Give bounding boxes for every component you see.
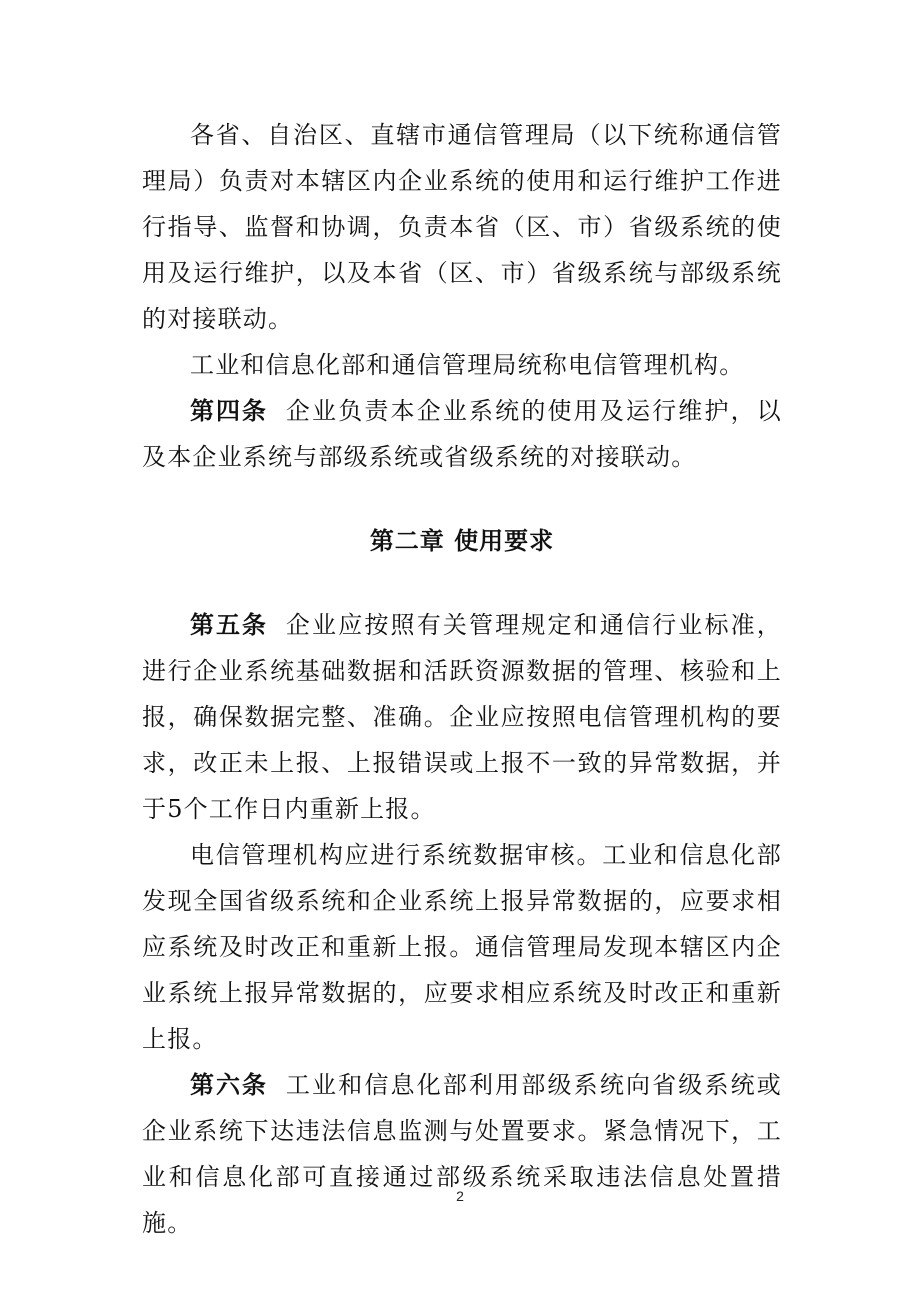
document-body	[142, 112, 782, 1246]
paragraph-review	[142, 832, 782, 1062]
paragraph-text: 工业和信息化部和通信管理局统称电信管理机构。	[190, 351, 745, 379]
article-5-text: 企业应按照有关管理规定和通信行业标准，进行企业系统基础数据和活跃资源数据的管理、核验和上报，确保数据完整、准确。企业应按照电信管理机构的要求，改正未上报、上报错误或上报不一致的异常数据，并于5个工作日内重新上报。	[142, 611, 782, 823]
article-6-paragraph	[142, 1062, 782, 1246]
article-5-label: 第五条	[190, 611, 268, 639]
article-4-label: 第四条	[190, 397, 268, 425]
chapter-title: 第二章 使用要求	[369, 527, 555, 555]
article-4-text: 企业负责本企业系统的使用及运行维护，以及本企业系统与部级系统或省级系统的对接联动。	[142, 397, 782, 471]
page-number: 2	[456, 1188, 464, 1204]
paragraph-text: 各省、自治区、直辖市通信管理局（以下统称通信管理局）负责对本辖区内企业系统的使用和运行维护工作进行指导、监督和协调，负责本省（区、市）省级系统的使用及运行维护，以及本省（区、市）省级系统与部级系统的对接联动。	[142, 121, 782, 333]
paragraph-definition	[142, 342, 782, 388]
article-5-paragraph	[142, 602, 782, 832]
paragraph-jurisdiction	[142, 112, 782, 342]
article-4-paragraph	[142, 388, 782, 480]
paragraph-text: 电信管理机构应进行系统数据审核。工业和信息化部发现全国省级系统和企业系统上报异常数据的，应要求相应系统及时改正和重新上报。通信管理局发现本辖区内企业系统上报异常数据的，应要求相应系统及时改正和重新上报。	[142, 841, 782, 1053]
article-6-label: 第六条	[190, 1071, 268, 1099]
article-6-text: 工业和信息化部利用部级系统向省级系统或企业系统下达违法信息监测与处置要求。紧急情况下，工业和信息化部可直接通过部级系统采取违法信息处置措施。	[142, 1071, 782, 1237]
